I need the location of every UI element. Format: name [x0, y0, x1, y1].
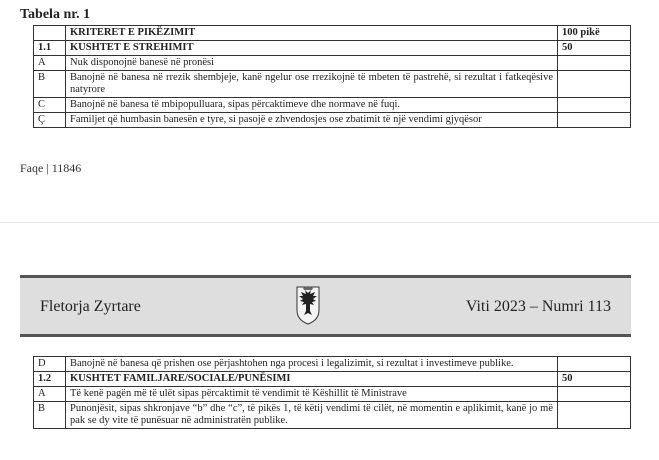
row-criterion: Të kenë pagën më të ulët sipas përcaktimit të vendimit të Këshillit të Ministrave [66, 387, 558, 402]
table-row [34, 372, 631, 387]
row-code: A [34, 56, 66, 71]
row-criterion: KUSHTET E STREHIMIT [66, 41, 558, 56]
row-points [558, 113, 631, 128]
row-criterion: KUSHTET FAMILJARE/SOCIALE/PUNËSIMI [66, 372, 558, 387]
gazette-header [20, 275, 631, 337]
row-points [558, 357, 631, 372]
table-row [34, 56, 631, 71]
page-divider [0, 222, 659, 223]
albanian-eagle-emblem-icon [294, 284, 322, 326]
row-points [558, 402, 631, 429]
criteria-table-part-1 [33, 25, 631, 128]
table-row [34, 113, 631, 128]
row-code: C [34, 98, 66, 113]
table-title: Tabela nr. 1 [20, 7, 91, 22]
page-number: Faqe | 11846 [20, 161, 82, 175]
table-row [34, 98, 631, 113]
row-points [558, 71, 631, 98]
row-points: 50 [558, 41, 631, 56]
publication-name: Fletorja Zyrtare [40, 298, 141, 315]
row-code: Ç [34, 113, 66, 128]
row-points [558, 56, 631, 71]
row-points [558, 387, 631, 402]
issue-number: Viti 2023 – Numri 113 [465, 298, 611, 315]
row-points: 50 [558, 372, 631, 387]
row-code [34, 26, 66, 41]
row-points [558, 98, 631, 113]
row-criterion: Banojnë në banesa që prishen ose përjashtohen nga procesi i legalizimit, si rezultat i investimeve publike. [66, 357, 558, 372]
row-code: D [34, 357, 66, 372]
criteria-table-part-2 [33, 356, 631, 429]
row-criterion: Familjet që humbasin banesën e tyre, si pasojë e zhvendosjes ose zbatimit të një vendimi gjyqësor [66, 113, 558, 128]
table-row [34, 41, 631, 56]
table-row [34, 402, 631, 429]
row-criterion: Banojnë në banesa të mbipopulluara, sipas përcaktimeve dhe normave në fuqi. [66, 98, 558, 113]
table-row [34, 26, 631, 41]
table-row [34, 387, 631, 402]
table-row [34, 357, 631, 372]
row-criterion: Nuk disponojnë banesë në pronësi [66, 56, 558, 71]
table-row [34, 71, 631, 98]
row-code: B [34, 71, 66, 98]
row-criterion: KRITERET E PIKËZIMIT [66, 26, 558, 41]
row-criterion: Banojnë në banesa në rrezik shembjeje, kanë ngelur ose rrezikojnë të mbeten të pastrehë, si rezultat i fatkeqësive natyrore [66, 71, 558, 98]
row-code: 1.2 [34, 372, 66, 387]
row-code: 1.1 [34, 41, 66, 56]
row-criterion: Punonjësit, sipas shkronjave “b” dhe “c”, të pikës 1, të këtij vendimi të cilët, në momentin e aplikimit, kanë jo më pak se dy vite të punësuar në administratën publike. [66, 402, 558, 429]
row-code: B [34, 402, 66, 429]
row-code: A [34, 387, 66, 402]
row-points: 100 pikë [558, 26, 631, 41]
